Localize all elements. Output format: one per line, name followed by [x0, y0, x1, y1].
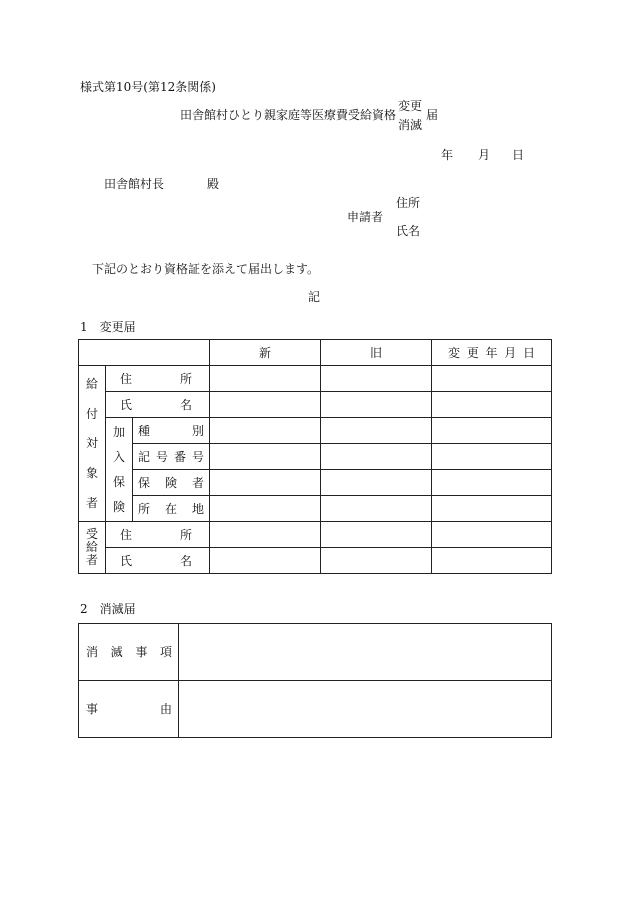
row-recipient-address [79, 522, 552, 548]
date-day: 日 [512, 148, 525, 162]
cell-date[interactable] [432, 418, 552, 444]
label-address: 住 所 [106, 366, 210, 392]
cell-cancellation-matter[interactable] [179, 624, 552, 681]
cell-date[interactable] [432, 522, 552, 548]
cell-old[interactable] [321, 470, 432, 496]
form-number: 様式第10号(第12条関係) [80, 80, 216, 94]
header-new: 新 [210, 340, 321, 366]
applicant-name-label: 氏名 [396, 224, 421, 238]
title-suffix: 届 [426, 108, 439, 122]
label-name: 氏 名 [106, 392, 210, 418]
group-beneficiary-label: 給 付 対 象 者 [79, 366, 106, 522]
title-option-cancel: 消滅 [398, 118, 423, 132]
label-insurer: 保 険 者 [133, 470, 210, 496]
form-title: 田舎館村ひとり親家庭等医療費受給資格 [180, 108, 397, 122]
cell-date[interactable] [432, 470, 552, 496]
addressee-honorific: 殿 [207, 177, 220, 191]
row-cancellation-matter [79, 624, 552, 681]
header-blank-cell [79, 340, 210, 366]
addressee-name: 田舎館村長 [104, 177, 165, 191]
applicant-label: 申請者 [347, 210, 384, 224]
cell-date[interactable] [432, 366, 552, 392]
cell-old[interactable] [321, 392, 432, 418]
row-recipient-name [79, 548, 552, 574]
row-insurance-number [79, 444, 552, 470]
intro-text: 下記のとおり資格証を添えて届出します。 [92, 262, 320, 276]
title-option-change: 変更 [398, 99, 423, 113]
cell-new[interactable] [210, 496, 321, 522]
row-insurance-type [79, 418, 552, 444]
row-beneficiary-name [79, 392, 552, 418]
ki-heading: 記 [308, 290, 321, 304]
cell-date[interactable] [432, 548, 552, 574]
header-change-date: 変 更 年 月 日 [432, 340, 552, 366]
change-table-header-row [79, 340, 552, 366]
change-table [78, 339, 552, 574]
cell-new[interactable] [210, 418, 321, 444]
cell-new[interactable] [210, 366, 321, 392]
section2-title: 2 消滅届 [80, 602, 136, 616]
cell-cancellation-reason[interactable] [179, 681, 552, 738]
cell-new[interactable] [210, 522, 321, 548]
row-location [79, 496, 552, 522]
header-old: 旧 [321, 340, 432, 366]
label-location: 所 在 地 [133, 496, 210, 522]
label-cancellation-reason: 事 由 [79, 681, 179, 738]
cell-old[interactable] [321, 522, 432, 548]
cell-new[interactable] [210, 444, 321, 470]
label-cancellation-matter: 消 滅 事 項 [79, 624, 179, 681]
cancellation-table [78, 623, 552, 738]
applicant-address-label: 住所 [396, 196, 421, 210]
row-cancellation-reason [79, 681, 552, 738]
date-year: 年 [441, 148, 454, 162]
row-beneficiary-address [79, 366, 552, 392]
cell-date[interactable] [432, 496, 552, 522]
cell-new[interactable] [210, 392, 321, 418]
cell-new[interactable] [210, 548, 321, 574]
label-recipient-name: 氏 名 [106, 548, 210, 574]
cell-date[interactable] [432, 392, 552, 418]
row-insurer [79, 470, 552, 496]
cell-old[interactable] [321, 548, 432, 574]
cell-old[interactable] [321, 418, 432, 444]
label-recipient-address: 住 所 [106, 522, 210, 548]
group-insurance-label: 加 入 保 険 [106, 418, 133, 522]
section1-title: 1 変更届 [80, 320, 136, 334]
cell-old[interactable] [321, 496, 432, 522]
date-month: 月 [478, 148, 491, 162]
label-insurance-number: 記 号 番 号 [133, 444, 210, 470]
cell-new[interactable] [210, 470, 321, 496]
cell-old[interactable] [321, 366, 432, 392]
group-recipient-label: 受 給 者 [79, 522, 106, 574]
cell-date[interactable] [432, 444, 552, 470]
label-insurance-type: 種 別 [133, 418, 210, 444]
cell-old[interactable] [321, 444, 432, 470]
